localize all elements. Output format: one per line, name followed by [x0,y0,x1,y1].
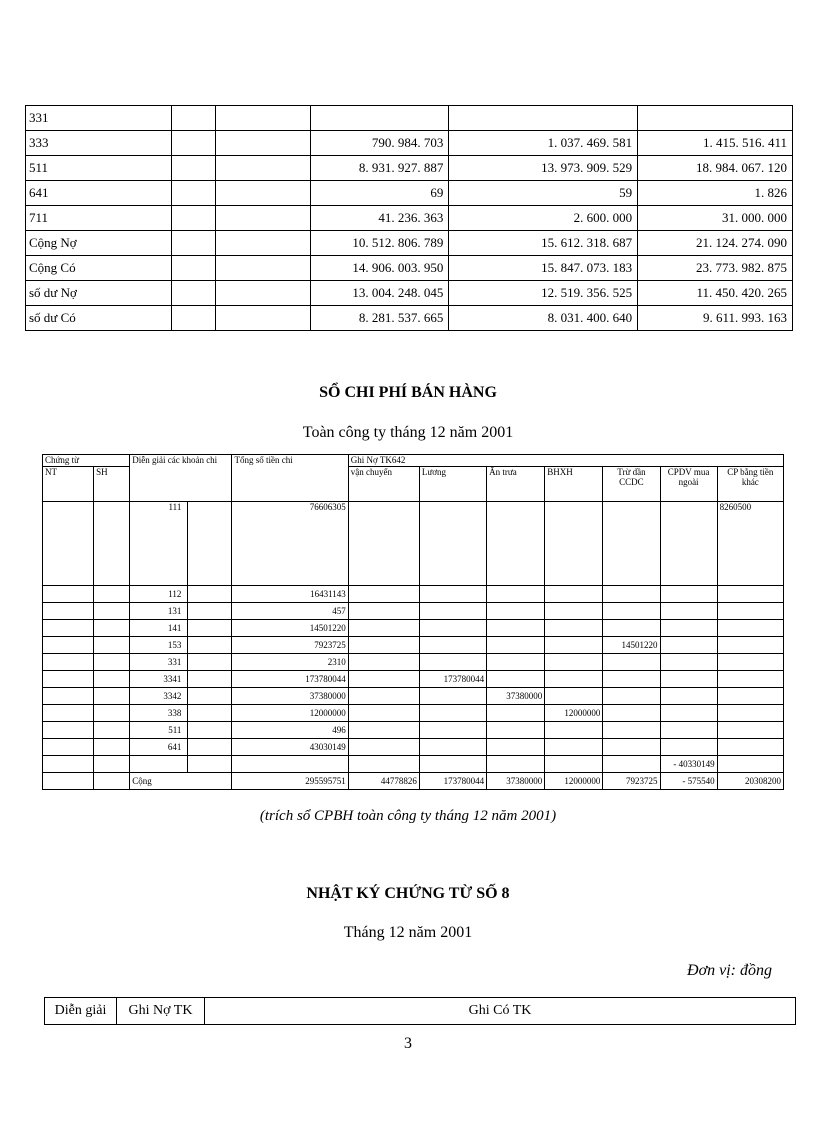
amount-cell [660,739,717,756]
amount-cell [545,654,603,671]
row-label: số dư Có [26,306,172,331]
table-row [43,620,784,637]
empty-cell [188,739,232,756]
amount-cell: 44778826 [348,773,419,790]
amount-cell [603,722,660,739]
value-cell: 21. 124. 274. 090 [638,231,793,256]
empty-cell [171,306,215,331]
amount-cell [603,671,660,688]
sh-cell [94,620,130,637]
empty-cell [171,106,215,131]
amount-cell [545,502,603,586]
nt-cell [43,705,94,722]
table-row [43,502,784,586]
amount-cell: 173780044 [419,671,486,688]
empty-cell [188,671,232,688]
amount-cell [419,654,486,671]
empty-cell [171,131,215,156]
table-row [43,586,784,603]
empty-cell [215,181,310,206]
empty-cell [188,722,232,739]
amount-cell [717,722,783,739]
value-cell: 12. 519. 356. 525 [449,281,638,306]
empty-cell [188,654,232,671]
sales-expense-subtitle: Toàn công ty tháng 12 năm 2001 [302,424,514,441]
row-label: số dư Nợ [26,281,172,306]
nt-cell [43,722,94,739]
value-cell: 8. 031. 400. 640 [449,306,638,331]
amount-cell [717,637,783,654]
amount-cell [487,637,545,654]
table-row [26,206,793,231]
amount-cell [545,586,603,603]
amount-cell: 7923725 [603,773,660,790]
table-row [43,654,784,671]
amount-cell [545,603,603,620]
total-cell: 37380000 [232,688,348,705]
value-cell: 1. 826 [638,181,793,206]
table-row [43,637,784,654]
amount-cell [717,739,783,756]
amount-cell [660,705,717,722]
value-cell: 15. 612. 318. 687 [449,231,638,256]
table-row [26,131,793,156]
amount-cell [660,603,717,620]
account-cell: 111 [130,502,188,586]
account-cell: 112 [130,586,188,603]
total-cell: 496 [232,722,348,739]
amount-cell [660,502,717,586]
sales-expense-table [42,454,784,790]
sh-cell [94,637,130,654]
amount-cell [717,705,783,722]
amount-cell [487,620,545,637]
nt-cell [43,637,94,654]
amount-cell [717,654,783,671]
table-row [43,739,784,756]
empty-cell [188,620,232,637]
header-col: CPDV mua ngoài [660,467,717,502]
value-cell: 2. 600. 000 [449,206,638,231]
amount-cell [419,705,486,722]
journal-subtitle: Tháng 12 năm 2001 [343,924,473,941]
row-label: 333 [26,131,172,156]
total-cell: 14501220 [232,620,348,637]
row-label: 331 [26,106,172,131]
account-cell: 338 [130,705,188,722]
row-label: 641 [26,181,172,206]
amount-cell [603,654,660,671]
header-col: Lương [419,467,486,502]
total-cell: 12000000 [232,705,348,722]
amount-cell [545,722,603,739]
amount-cell [487,603,545,620]
value-cell: 69 [310,181,449,206]
empty-cell [171,231,215,256]
page-number: 3 [404,1035,412,1052]
journal-table [44,997,796,1025]
amount-cell: - 575540 [660,773,717,790]
total-cell: 76606305 [232,502,348,586]
value-cell: 1. 037. 469. 581 [449,131,638,156]
amount-cell: 173780044 [419,773,486,790]
value-cell [638,106,793,131]
table-row [43,688,784,705]
value-cell: 15. 847. 073. 183 [449,256,638,281]
amount-cell [545,637,603,654]
amount-cell [545,671,603,688]
value-cell: 8. 931. 927. 887 [310,156,449,181]
nt-cell [43,620,94,637]
header-col: CP bằng tiền khác [717,467,783,502]
empty-cell [171,256,215,281]
sh-cell [94,705,130,722]
amount-cell [348,756,419,773]
value-cell: 790. 984. 703 [310,131,449,156]
amount-cell [603,586,660,603]
empty-cell [171,181,215,206]
amount-cell [348,502,419,586]
value-cell: 10. 512. 806. 789 [310,231,449,256]
empty-cell [215,306,310,331]
total-cell: 7923725 [232,637,348,654]
value-cell: 13. 973. 909. 529 [449,156,638,181]
table-row [43,722,784,739]
empty-cell [215,106,310,131]
empty-cell [188,502,232,586]
amount-cell [603,603,660,620]
amount-cell [545,756,603,773]
sh-cell [94,739,130,756]
amount-cell [419,603,486,620]
total-cell: 16431143 [232,586,348,603]
amount-cell [419,756,486,773]
header-col: Ăn trưa [487,467,545,502]
amount-cell [419,739,486,756]
value-cell: 59 [449,181,638,206]
nt-cell [43,739,94,756]
sales-expense-title: SỔ CHI PHÍ BÁN HÀNG [319,384,497,401]
empty-cell [215,281,310,306]
amount-cell [660,637,717,654]
header-col: Trừ dần CCDC [603,467,660,502]
amount-cell [717,586,783,603]
unit-label: Đơn vị: đồng [687,962,772,979]
amount-cell [348,688,419,705]
header-chung-tu: Chứng từ [43,455,130,467]
empty-cell [188,756,232,773]
amount-cell: 14501220 [603,637,660,654]
header-ghi-no: Ghi Nợ TK642 [348,455,783,467]
account-cell: 153 [130,637,188,654]
header-nt: NT [43,467,94,502]
total-cell: 457 [232,603,348,620]
row-label: Cộng Có [26,256,172,281]
amount-cell [419,722,486,739]
value-cell: 13. 004. 248. 045 [310,281,449,306]
amount-cell [487,671,545,688]
sh-cell [94,688,130,705]
amount-cell [603,739,660,756]
account-cell: 511 [130,722,188,739]
account-cell: 131 [130,603,188,620]
amount-cell [348,586,419,603]
empty-cell [215,256,310,281]
amount-cell: 8260500 [717,502,783,586]
journal-title: NHẬT KÝ CHỨNG TỪ SỐ 8 [306,885,510,902]
journal-header-ghi-no: Ghi Nợ TK [117,998,205,1025]
sh-cell [94,502,130,586]
journal-header-dien-giai: Diễn giải [45,998,117,1025]
account-cell: 331 [130,654,188,671]
table-row [26,231,793,256]
table-row [43,603,784,620]
account-cell [130,756,188,773]
header-dien-giai: Diễn giải các khoản chi [130,455,232,502]
amount-cell [545,739,603,756]
empty-cell [215,156,310,181]
amount-cell [348,722,419,739]
journal-header-ghi-co: Ghi Có TK [205,998,796,1025]
amount-cell: 20308200 [717,773,783,790]
amount-cell [487,705,545,722]
amount-cell [348,671,419,688]
amount-cell [348,705,419,722]
header-sh: SH [94,467,130,502]
sh-cell [94,722,130,739]
empty-cell [171,206,215,231]
sales-expense-note: (trích sổ CPBH toàn công ty tháng 12 năm 2001) [259,808,557,824]
value-cell: 18. 984. 067. 120 [638,156,793,181]
amount-cell [660,620,717,637]
amount-cell [487,654,545,671]
table-row [43,705,784,722]
value-cell: 31. 000. 000 [638,206,793,231]
empty-cell [171,281,215,306]
amount-cell [660,586,717,603]
nt-cell [43,502,94,586]
amount-cell [419,637,486,654]
amount-cell [419,586,486,603]
amount-cell [603,688,660,705]
row-label: Cộng Nợ [26,231,172,256]
amount-cell [348,739,419,756]
empty-cell [188,603,232,620]
amount-cell [660,722,717,739]
value-cell [449,106,638,131]
table-row [26,281,793,306]
empty-cell [215,231,310,256]
amount-cell: - 40330149 [660,756,717,773]
amount-cell [348,620,419,637]
amount-cell [717,603,783,620]
sh-cell [94,586,130,603]
table-row [43,756,784,773]
value-cell: 1. 415. 516. 411 [638,131,793,156]
nt-cell [43,671,94,688]
amount-cell: 37380000 [487,688,545,705]
empty-cell [188,586,232,603]
nt-cell [43,654,94,671]
empty-cell [188,705,232,722]
amount-cell [487,756,545,773]
row-label: 511 [26,156,172,181]
empty-cell [171,156,215,181]
amount-cell [603,620,660,637]
header-tong-so: Tổng số tiền chi [232,455,348,502]
empty-cell [188,637,232,654]
amount-cell [348,654,419,671]
table-row [26,306,793,331]
table-row [26,256,793,281]
empty-cell [188,688,232,705]
amount-cell [487,502,545,586]
header-col: vận chuyển [348,467,419,502]
amount-cell [419,502,486,586]
table-row [43,671,784,688]
total-cell: 295595751 [232,773,348,790]
total-cell [232,756,348,773]
account-cell: 641 [130,739,188,756]
amount-cell [660,654,717,671]
amount-cell [660,688,717,705]
total-label: Cộng [130,773,232,790]
value-cell: 9. 611. 993. 163 [638,306,793,331]
amount-cell [487,739,545,756]
account-summary-table [25,105,793,331]
table-row [26,106,793,131]
amount-cell [717,620,783,637]
total-row [43,773,784,790]
total-cell: 43030149 [232,739,348,756]
nt-cell [43,756,94,773]
sh-cell [94,773,130,790]
nt-cell [43,773,94,790]
value-cell: 41. 236. 363 [310,206,449,231]
amount-cell [419,688,486,705]
amount-cell [717,671,783,688]
header-col: BHXH [545,467,603,502]
nt-cell [43,586,94,603]
amount-cell [717,688,783,705]
amount-cell: 37380000 [487,773,545,790]
amount-cell [603,705,660,722]
value-cell: 8. 281. 537. 665 [310,306,449,331]
sh-cell [94,671,130,688]
amount-cell [348,603,419,620]
sh-cell [94,654,130,671]
amount-cell [545,688,603,705]
value-cell: 11. 450. 420. 265 [638,281,793,306]
empty-cell [215,131,310,156]
amount-cell: 12000000 [545,705,603,722]
row-label: 711 [26,206,172,231]
value-cell: 14. 906. 003. 950 [310,256,449,281]
account-cell: 3341 [130,671,188,688]
amount-cell [487,586,545,603]
value-cell [310,106,449,131]
amount-cell [545,620,603,637]
table-row [26,181,793,206]
amount-cell [660,671,717,688]
amount-cell [603,756,660,773]
total-cell: 2310 [232,654,348,671]
account-cell: 141 [130,620,188,637]
amount-cell [487,722,545,739]
total-cell: 173780044 [232,671,348,688]
nt-cell [43,603,94,620]
sh-cell [94,756,130,773]
table-row [26,156,793,181]
account-cell: 3342 [130,688,188,705]
amount-cell [717,756,783,773]
value-cell: 23. 773. 982. 875 [638,256,793,281]
nt-cell [43,688,94,705]
sh-cell [94,603,130,620]
amount-cell [603,502,660,586]
amount-cell: 12000000 [545,773,603,790]
amount-cell [348,637,419,654]
empty-cell [215,206,310,231]
amount-cell [419,620,486,637]
